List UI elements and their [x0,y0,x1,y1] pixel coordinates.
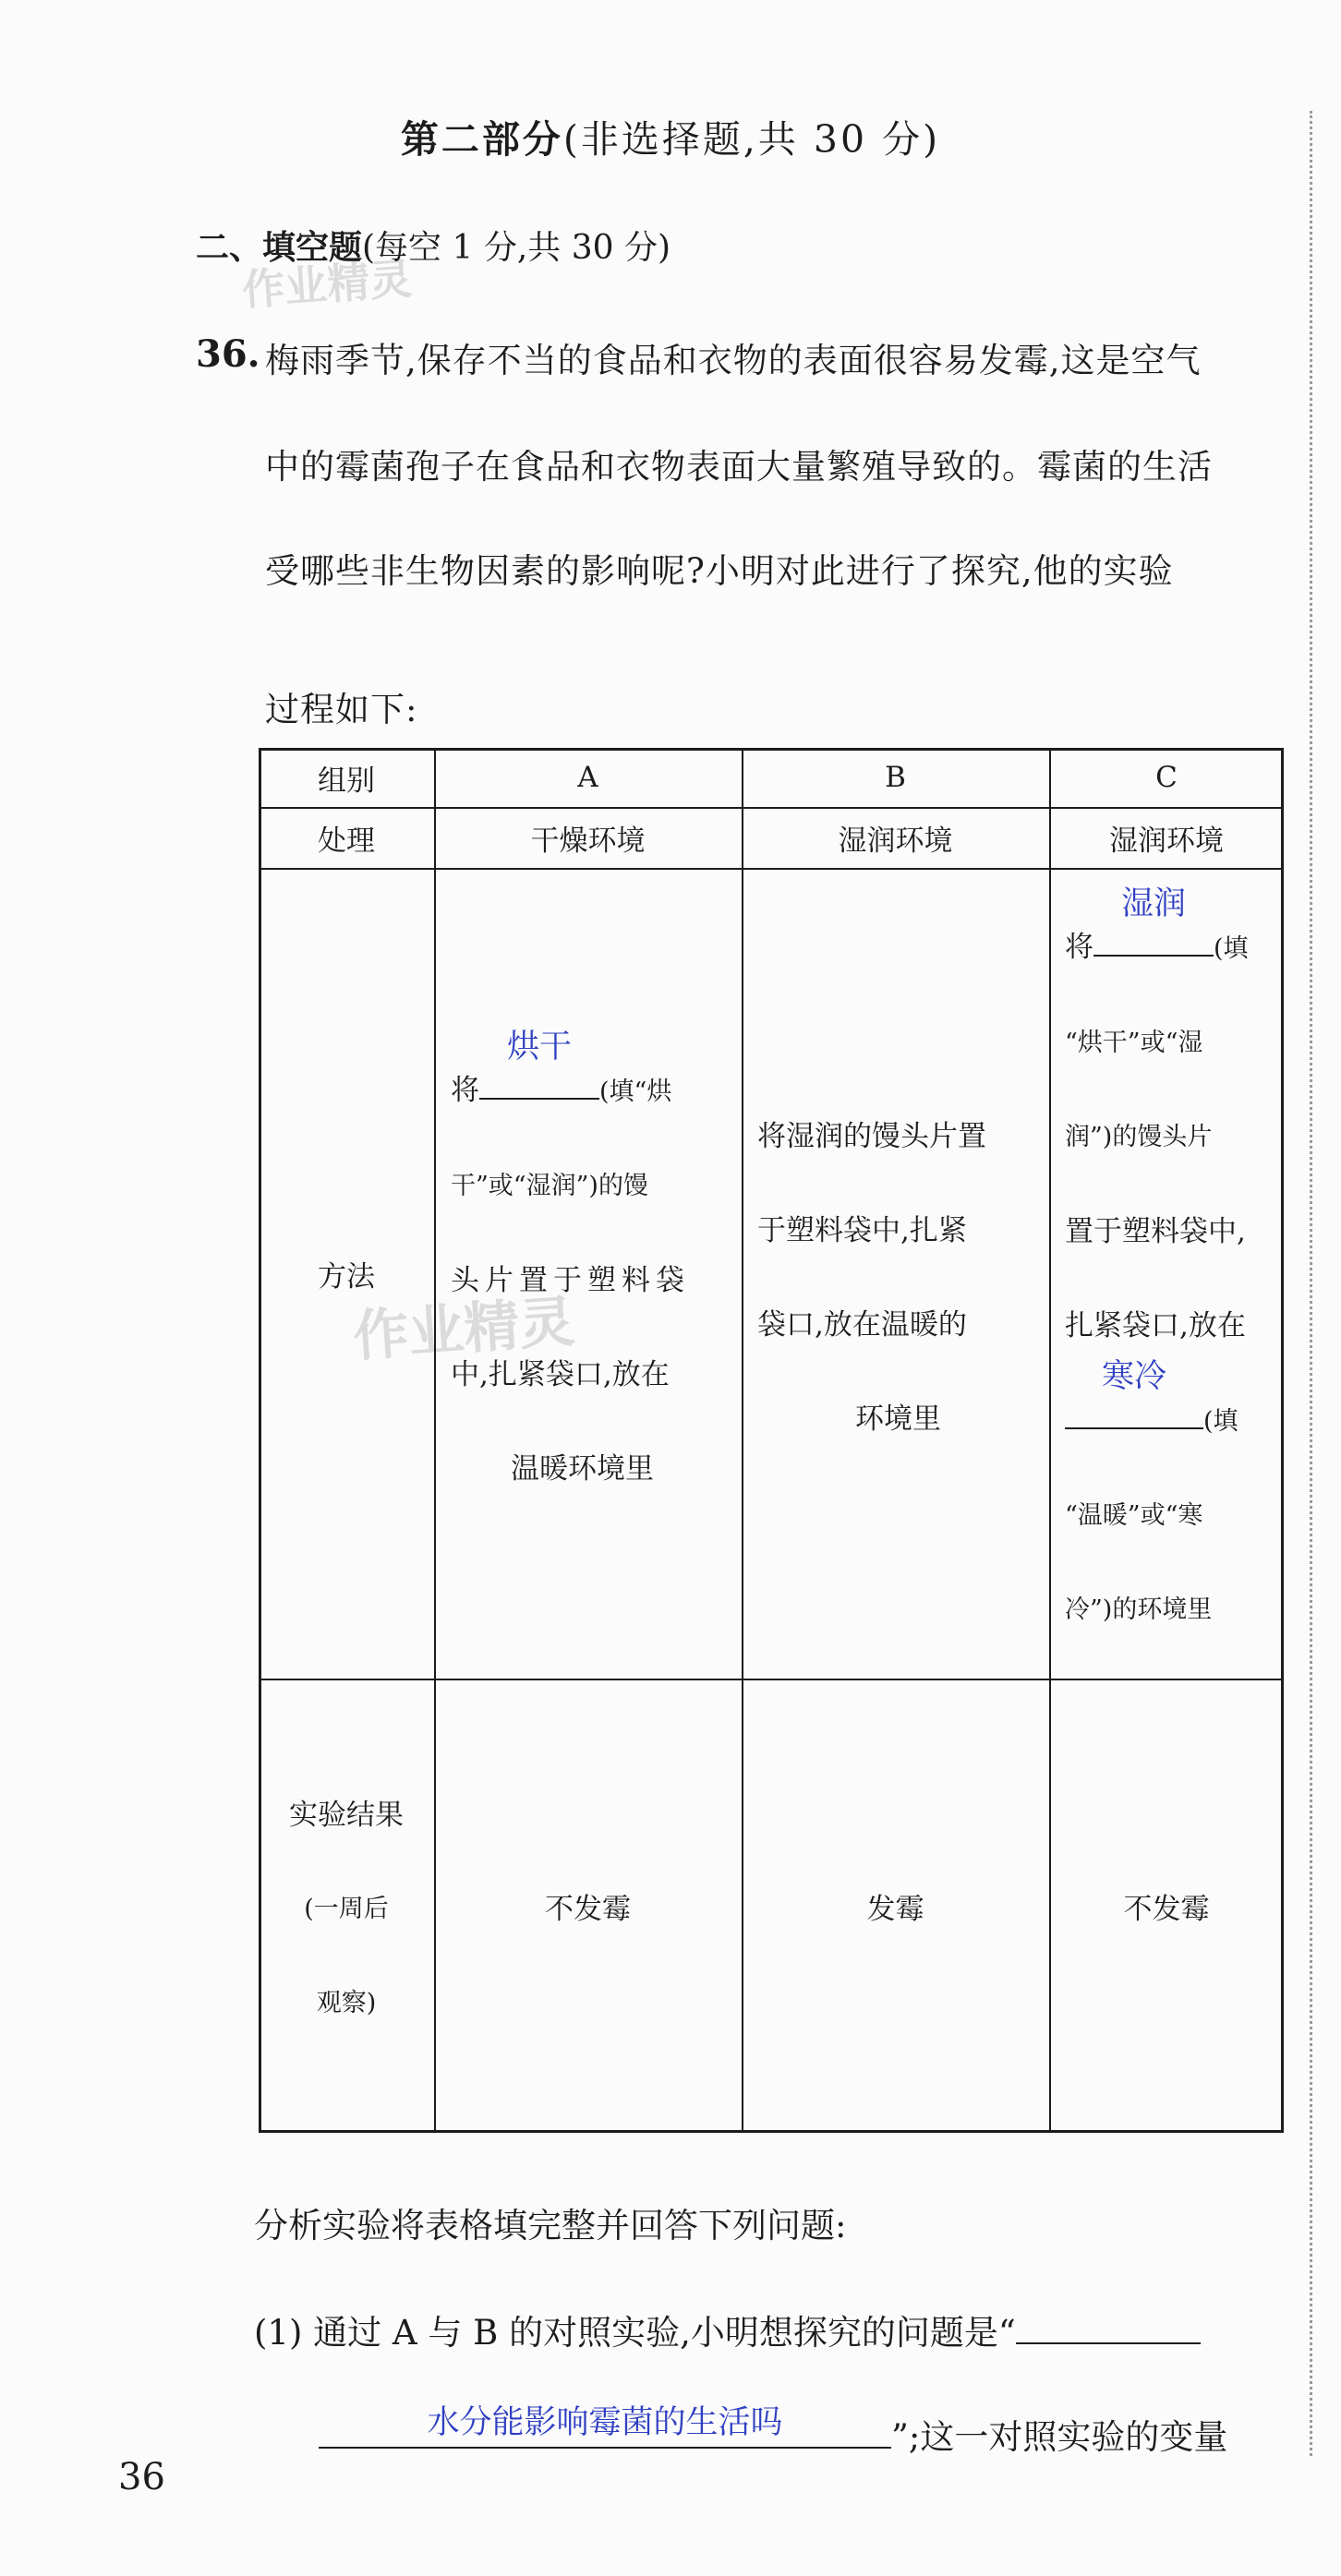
section-heading [196,222,670,269]
treatment-a: 干燥环境 [530,824,646,858]
handwritten-answer: 烘干 [506,1029,572,1065]
method-c: 将 湿润 (填 “烘干”或“湿 润”)的馒头片 置于塑料袋中, 扎紧袋口,放在 寒冷 (填 “温暖”或“寒 冷”)的环境里 [1065,900,1279,1657]
answer-blank-c1[interactable] [1093,885,1214,957]
header-group-label: 组别 [318,764,375,798]
sub-question-1: (1) 通过 A 与 B 的对照实验,小明想探究的问题是“ [254,2305,1201,2354]
result-b: 发霉 [866,1892,924,1926]
question-line: 梅雨季节,保存不当的食品和衣物的表面很容易发霉,这是空气 [265,341,1202,380]
handwritten-answer: 寒冷 [1101,1358,1166,1395]
header-group-c: C [1155,761,1178,794]
treatment-label: 处理 [318,824,375,858]
question-line: 过程如下: [265,690,418,729]
handwritten-answer: 湿润 [1120,885,1186,922]
treatment-b: 湿润环境 [838,824,953,858]
method-b: 将湿润的馒头片置 于塑料袋中,扎紧 袋口,放在温暖的 环境里 [757,1120,986,1436]
part-title-bold: 第二部分 [400,117,563,162]
method-a: 将 烘干 (填“烘 干”或“湿润”)的馒 头片置于塑料袋 中,扎紧袋口,放在 温暖环境里 [451,1043,732,1516]
answer-blank-q1[interactable] [319,2406,891,2449]
method-label: 方法 [318,1259,375,1294]
result-a: 不发霉 [545,1892,631,1926]
treatment-c: 湿润环境 [1109,824,1224,858]
section-heading-bold: 二、填空题 [196,228,363,267]
sub-question-1-continued: 水分能影响霉菌的生活吗 ”;这一对照实验的变量 [319,2406,1227,2459]
experiment-table [259,748,1284,2133]
watermark: 作业精灵 [240,253,414,316]
question-number: 36. [196,332,260,376]
answer-blank-q1-start[interactable] [1016,2305,1201,2344]
result-c: 不发霉 [1123,1892,1210,1926]
answer-blank-c2[interactable] [1065,1358,1203,1429]
question-line: 受哪些非生物因素的影响呢?小明对此进行了探究,他的实验 [265,551,1174,591]
watermark: 作业精灵 [351,1289,577,1370]
margin-dotted-line [1310,111,1312,2456]
result-label: 实验结果 (一周后 观察) [289,1799,404,2017]
page-number: 36 [118,2456,165,2498]
part-title-rest: (非选择题,共 30 分) [562,117,941,162]
header-group-b: B [885,761,906,794]
answer-blank-a[interactable] [479,1029,599,1100]
question-line: 中的霉菌孢子在食品和衣物表面大量繁殖导致的。霉菌的生活 [265,447,1213,487]
part-title [0,109,1341,163]
handwritten-answer: 水分能影响霉菌的生活吗 [427,2404,783,2441]
analysis-instruction: 分析实验将表格填完整并回答下列问题: [254,2206,847,2245]
section-heading-rest: (每空 1 分,共 30 分) [362,229,671,267]
header-group-a: A [577,761,598,794]
